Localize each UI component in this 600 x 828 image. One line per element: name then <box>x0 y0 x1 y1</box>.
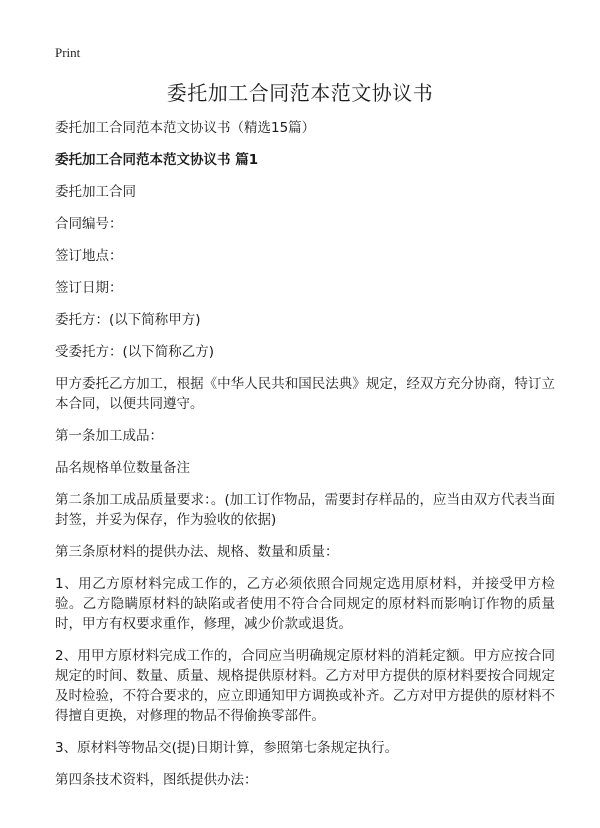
paragraph-party-b: 受委托方：(以下简称乙方) <box>55 344 215 360</box>
paragraph-signing-place: 签订地点： <box>55 248 123 264</box>
paragraph-clause-1: 1、用乙方原材料完成工作的，乙方必须依照合同规定选用原材料，并接受甲方检验。乙方隐瞒原材料的缺陷或者使用不符合合同规定的原材料而影响订作物的质量时，甲方有权要求重作，修理，减少价款或退货。 <box>55 576 555 632</box>
paragraph-clause-3: 3、原材料等物品交(提)日期计算，参照第七条规定执行。 <box>55 740 399 756</box>
paragraph-signing-date: 签订日期： <box>55 280 123 296</box>
paragraph-contract-number: 合同编号： <box>55 216 123 232</box>
paragraph-article-3: 第三条原材料的提供办法、规格、数量和质量： <box>55 544 339 560</box>
print-link[interactable]: Print <box>55 45 81 60</box>
paragraph-article-2: 第二条加工成品质量要求：。(加工订作物品，需要封存样品的，应当由双方代表当面封签，并妥为保存，作为验收的依据) <box>55 492 555 528</box>
paragraph-preamble: 甲方委托乙方加工，根据《中华人民共和国民法典》规定，经双方充分协商，特订立本合同，以便共同遵守。 <box>55 376 555 412</box>
paragraph-article-1: 第一条加工成品： <box>55 428 163 444</box>
section-heading: 委托加工合同范本范文协议书 篇1 <box>55 152 259 168</box>
paragraph-contract-name: 委托加工合同 <box>55 184 136 200</box>
paragraph-product-columns: 品名规格单位数量备注 <box>55 460 190 476</box>
document-body <box>55 118 555 802</box>
paragraph-party-a: 委托方：(以下简称甲方) <box>55 312 201 328</box>
paragraph-article-4: 第四条技术资料，图纸提供办法： <box>55 772 258 788</box>
document-title: 委托加工合同范本范文协议书 <box>166 81 434 105</box>
document-subtitle: 委托加工合同范本范文协议书（精选15篇） <box>55 120 316 136</box>
paragraph-clause-2: 2、用甲方原材料完成工作的，合同应当明确规定原材料的消耗定额。甲方应按合同规定的时间、数量、质量、规格提供原材料。乙方对甲方提供的原材料要按合同规定及时检验，不符合要求的，应立即通知甲方调换或补齐。乙方对甲方提供的原材料不得擅自更换，对修理的物品不得偷换零部件。 <box>55 648 555 724</box>
